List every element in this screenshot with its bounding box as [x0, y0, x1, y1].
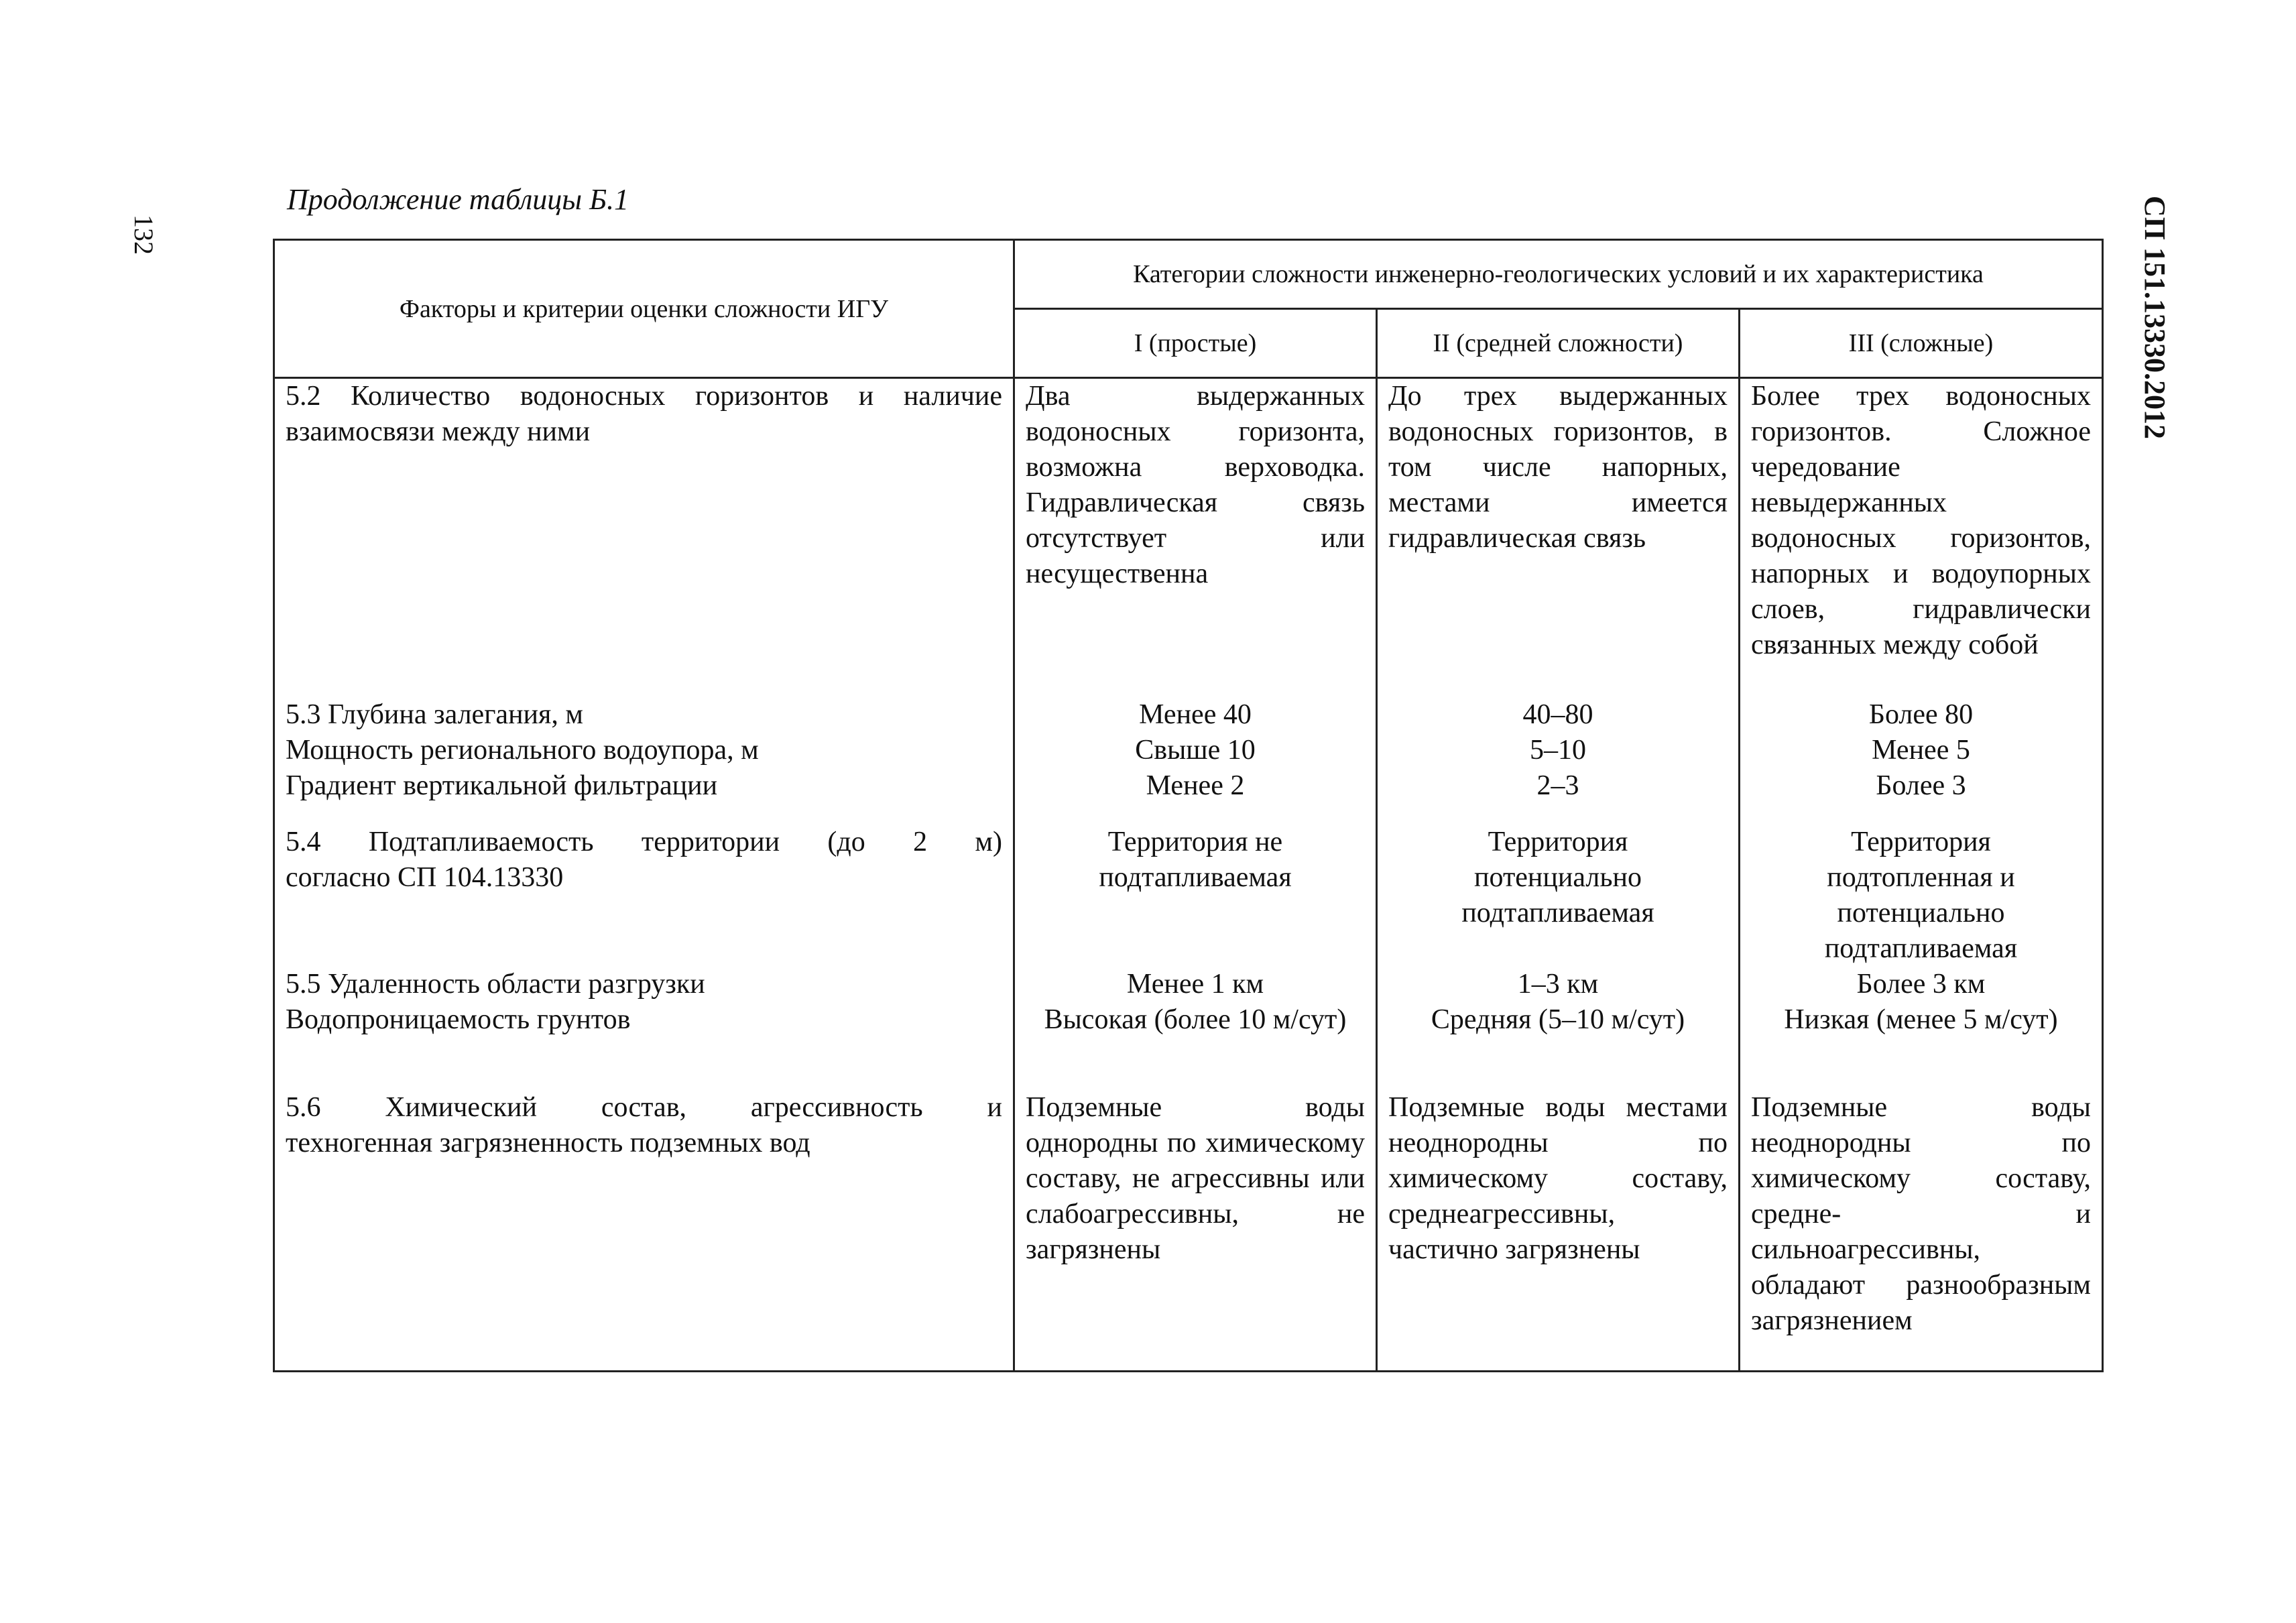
category-2-cell: До трех выдержанных водоносных горизонтов, в том числе напорных, местами имеется гидравлическая связь: [1377, 378, 1740, 697]
table-row: [274, 1090, 2103, 1372]
table-row: [274, 697, 2103, 825]
value-line: Низкая (менее 5 м/сут): [1784, 1004, 2058, 1035]
complexity-table: [273, 239, 2104, 1372]
header-factors: Факторы и критерии оценки сложности ИГУ: [274, 240, 1014, 378]
value-line: 5–10: [1530, 734, 1586, 766]
factor-cell: [274, 825, 1014, 967]
value-line: подтапливаемая: [1824, 933, 2018, 964]
value-line: 2–3: [1536, 770, 1579, 801]
factor-line: 5.2 Количество водоносных горизонтов и наличие: [286, 381, 1002, 412]
factor-line: техногенная загрязненность подземных вод: [286, 1127, 810, 1158]
value-line: Менее 40: [1139, 699, 1252, 730]
value-line: Территория: [1488, 826, 1628, 857]
factor-line: 5.4 Подтапливаемость территории (до 2 м): [286, 826, 1002, 857]
category-3-cell: [1740, 825, 2103, 967]
value-line: подтапливаемая: [1099, 861, 1292, 893]
header-category-2: II (средней сложности): [1377, 309, 1740, 378]
table-row: [274, 825, 2103, 967]
table-row: [274, 378, 2103, 697]
factor-line: 5.5 Удаленность области разгрузки: [286, 968, 705, 1000]
factor-line: 5.6 Химический состав, агрессивность и: [286, 1091, 1002, 1123]
category-3-cell: Подземные воды неоднородны по химическому составу, средне- и сильноагрессивны, обладают разнообразным загрязнением: [1740, 1090, 2103, 1372]
factor-line: Градиент вертикальной фильтрации: [286, 770, 718, 801]
value-line: подтапливаемая: [1461, 897, 1654, 928]
value-line: Средняя (5–10 м/сут): [1431, 1004, 1685, 1035]
value-line: Менее 5: [1872, 734, 1970, 766]
value-line: потенциально: [1474, 861, 1642, 893]
value-line: потенциально: [1837, 897, 2005, 928]
factor-cell: [274, 697, 1014, 825]
category-2-cell: Подземные воды местами неоднородны по химическому составу, среднеагрессивны, частично загрязнены: [1377, 1090, 1740, 1372]
table-caption: Продолжение таблицы Б.1: [287, 183, 629, 216]
category-2-cell: [1377, 697, 1740, 825]
category-3-cell: [1740, 967, 2103, 1090]
category-1-cell: [1014, 697, 1377, 825]
page-number: 132: [129, 215, 159, 255]
category-1-cell: [1014, 825, 1377, 967]
value-line: Свыше 10: [1135, 734, 1256, 766]
factor-line: 5.3 Глубина залегания, м: [286, 699, 583, 730]
value-line: Менее 1 км: [1126, 968, 1264, 1000]
category-2-cell: [1377, 967, 1740, 1090]
value-line: Более 80: [1868, 699, 1974, 730]
factor-cell: [274, 967, 1014, 1090]
category-1-cell: Подземные воды однородны по химическому составу, не агрессивны или слабоагрессивны, не загрязнены: [1014, 1090, 1377, 1372]
factor-cell: [274, 378, 1014, 697]
factor-line: Мощность регионального водоупора, м: [286, 734, 759, 766]
value-line: подтопленная и: [1827, 861, 2015, 893]
document-code: СП 151.13330.2012: [2138, 196, 2171, 439]
category-3-cell: [1740, 697, 2103, 825]
header-categories: Категории сложности инженерно-геологических условий и их характеристика: [1014, 240, 2103, 309]
value-line: Высокая (более 10 м/сут): [1044, 1004, 1347, 1035]
header-category-3: III (сложные): [1740, 309, 2103, 378]
table-row: [274, 967, 2103, 1090]
value-line: Более 3 км: [1856, 968, 1986, 1000]
factor-cell: [274, 1090, 1014, 1372]
category-2-cell: [1377, 825, 1740, 967]
value-line: Территория: [1851, 826, 1991, 857]
category-1-cell: [1014, 967, 1377, 1090]
factor-line: согласно СП 104.13330: [286, 861, 564, 893]
factor-line: Водопроницаемость грунтов: [286, 1004, 631, 1035]
factor-line: взаимосвязи между ними: [286, 416, 591, 447]
category-3-cell: Более трех водоносных горизонтов. Сложное чередование невыдержанных водоносных горизонтов, напорных и водоупорных слоев, гидравлически связанных между собой: [1740, 378, 2103, 697]
value-line: Более 3: [1876, 770, 1966, 801]
value-line: 40–80: [1522, 699, 1593, 730]
header-category-1: I (простые): [1014, 309, 1377, 378]
value-line: Территория не: [1107, 826, 1283, 857]
category-1-cell: Два выдержанных водоносных горизонта, возможна верховодка. Гидравлическая связь отсутствует или несущественна: [1014, 378, 1377, 697]
value-line: 1–3 км: [1517, 968, 1599, 1000]
value-line: Менее 2: [1146, 770, 1245, 801]
